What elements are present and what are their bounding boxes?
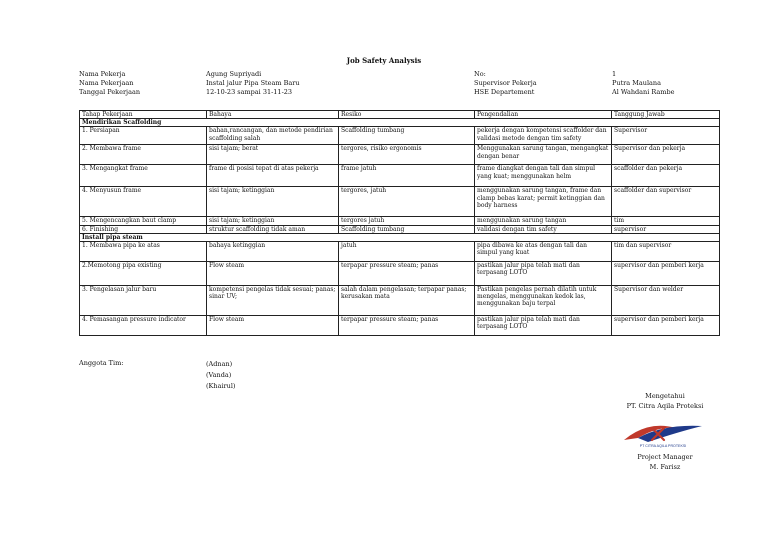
hazard-cell: struktur scaffolding tidak aman — [207, 225, 339, 233]
column-header: Pengendalian — [475, 111, 612, 119]
team-label: Anggota Tim: — [79, 359, 124, 367]
company-name: PT. Citra Aqila Proteksi — [626, 402, 704, 410]
table-row — [80, 127, 720, 145]
step-cell: 4. Pemasangan pressure indicator — [80, 316, 207, 336]
header-left-labels — [79, 70, 140, 97]
section-title: Mendirikan Scaffolding — [80, 119, 720, 127]
team-members — [206, 359, 235, 392]
responsibility-cell: supervisor dan pemberi kerja — [612, 316, 720, 336]
section-row — [80, 233, 720, 241]
risk-cell: salah dalam pengelasan; terpapar panas; kerusakan mata — [339, 286, 475, 316]
control-cell: pastikan jalur pipa telah mati dan terpasang LOTO — [475, 316, 612, 336]
risk-cell: tergores, risiko ergonomis — [339, 145, 475, 165]
risk-cell: frame jatuh — [339, 165, 475, 187]
risk-cell: Scaffolding tumbang — [339, 127, 475, 145]
header-right-values — [612, 70, 674, 97]
table-row — [80, 242, 720, 262]
company-logo-text: PT CITRA AQILA PROTEKSI — [639, 444, 687, 448]
table-row — [80, 145, 720, 165]
doc-number-label: No: — [474, 70, 486, 78]
risk-cell: Scaffolding tumbang — [339, 225, 475, 233]
control-cell: pekerja dengan kompetensi scaffolder dan validasi metode dengan tim safety — [475, 127, 612, 145]
responsibility-cell: scaffolder dan supervisor — [612, 187, 720, 217]
risk-cell: terpapar pressure steam; panas — [339, 262, 475, 286]
hse-value: Al Wahdani Rambe — [612, 88, 675, 96]
risk-cell: tergores jatuh — [339, 217, 475, 225]
column-header: Tahap Pekerjaan — [80, 111, 207, 119]
hazard-cell: Flow steam — [207, 262, 339, 286]
supervisor-label: Supervisor Pekerja — [474, 79, 537, 87]
jsa-table — [79, 110, 720, 336]
responsibility-cell: scaffolder dan pekerja — [612, 165, 720, 187]
hse-label: HSE Departement — [474, 88, 535, 96]
control-cell: pipa dibawa ke atas dengan tali dan simpul yang kuat — [475, 242, 612, 262]
control-cell: Menggunakan sarung tangan, mengangkat dengan benar — [475, 145, 612, 165]
hazard-cell: frame di posisi tepat di atas pekerja — [207, 165, 339, 187]
acknowledged-text: Mengetahui — [645, 392, 685, 400]
job-name-value: Instal jalur Pipa Steam Baru — [206, 79, 300, 87]
table-row — [80, 225, 720, 233]
section-title: Install pipa steam — [80, 233, 720, 241]
responsibility-cell: supervisor — [612, 225, 720, 233]
job-name-label: Nama Pekerjaan — [79, 79, 134, 87]
hazard-cell: Flow steam — [207, 316, 339, 336]
worker-name-label: Nama Pekerja — [79, 70, 126, 78]
responsibility-cell: tim — [612, 217, 720, 225]
responsibility-cell: Supervisor — [612, 127, 720, 145]
step-cell: 1. Persiapan — [80, 127, 207, 145]
section-row — [80, 119, 720, 127]
column-header: Tanggung Jawab — [612, 111, 720, 119]
job-date-value: 12-10-23 sampai 31-11-23 — [206, 88, 293, 96]
table-row — [80, 217, 720, 225]
step-cell: 4. Menyusun frame — [80, 187, 207, 217]
header-right-labels — [474, 70, 537, 97]
table-row — [80, 262, 720, 286]
header-left-values — [206, 70, 300, 97]
document-title: Job Safety Analysis — [346, 56, 422, 65]
control-cell: pastikan jalur pipa telah mati dan terpasang LOTO — [475, 262, 612, 286]
table-row — [80, 316, 720, 336]
signer-name: M. Farisz — [649, 463, 681, 471]
job-date-label: Tanggal Pekerjaan — [79, 88, 141, 96]
table-row — [80, 165, 720, 187]
control-cell: Pastikan pengelas pernah dilatih untuk mengelas, menggunakan kedok las, menggunakan baju terpal — [475, 286, 612, 316]
signer-role: Project Manager — [637, 453, 693, 461]
team-member: (Vanda) — [206, 371, 232, 379]
hazard-cell: bahaya ketinggian — [207, 242, 339, 262]
hazard-cell: kompetensi pengelas tidak sesuai; panas; sinar UV; — [207, 286, 339, 316]
risk-cell: terpapar pressure steam; panas — [339, 316, 475, 336]
hazard-cell: sisi tajam; ketinggian — [207, 187, 339, 217]
hazard-cell: sisi tajam; ketinggian — [207, 217, 339, 225]
control-cell: menggunakan sarung tangan, frame dan clamp bebas karat; permit ketinggian dan body harness — [475, 187, 612, 217]
control-cell: frame diangkat dengan tali dan simpul yang kuat; menggunakan helm — [475, 165, 612, 187]
control-cell: menggunakan sarung tangan — [475, 217, 612, 225]
step-cell: 2.Memotong pipa existing — [80, 262, 207, 286]
worker-name-value: Agung Supriyadi — [206, 70, 262, 78]
step-cell: 3. Mengangkat frame — [80, 165, 207, 187]
doc-number-value: 1 — [612, 70, 617, 78]
step-cell: 2. Membawa frame — [80, 145, 207, 165]
supervisor-value: Putra Maulana — [612, 79, 661, 87]
column-header: Resiko — [339, 111, 475, 119]
responsibility-cell: supervisor dan pemberi kerja — [612, 262, 720, 286]
company-logo-icon — [618, 418, 708, 448]
step-cell: 1. Membawa pipa ke atas — [80, 242, 207, 262]
table-row — [80, 286, 720, 316]
team-member: (Khairul) — [206, 382, 236, 390]
control-cell: validasi dengan tim safety — [475, 225, 612, 233]
table-row — [80, 187, 720, 217]
team-member: (Adnan) — [206, 360, 233, 368]
hazard-cell: bahan,rancangan, dan metode pendirian scaffolding salah — [207, 127, 339, 145]
risk-cell: jatuh — [339, 242, 475, 262]
responsibility-cell: Supervisor dan pekerja — [612, 145, 720, 165]
step-cell: 3. Pengelasan jalur baru — [80, 286, 207, 316]
hazard-cell: sisi tajam; berat — [207, 145, 339, 165]
step-cell: 5. Mengencangkan baut clamp — [80, 217, 207, 225]
table-header-row — [80, 111, 720, 119]
responsibility-cell: Supervisor dan welder — [612, 286, 720, 316]
column-header: Bahaya — [207, 111, 339, 119]
risk-cell: tergores, jatuh — [339, 187, 475, 217]
responsibility-cell: tim dan supervisor — [612, 242, 720, 262]
step-cell: 6. Finishing — [80, 225, 207, 233]
